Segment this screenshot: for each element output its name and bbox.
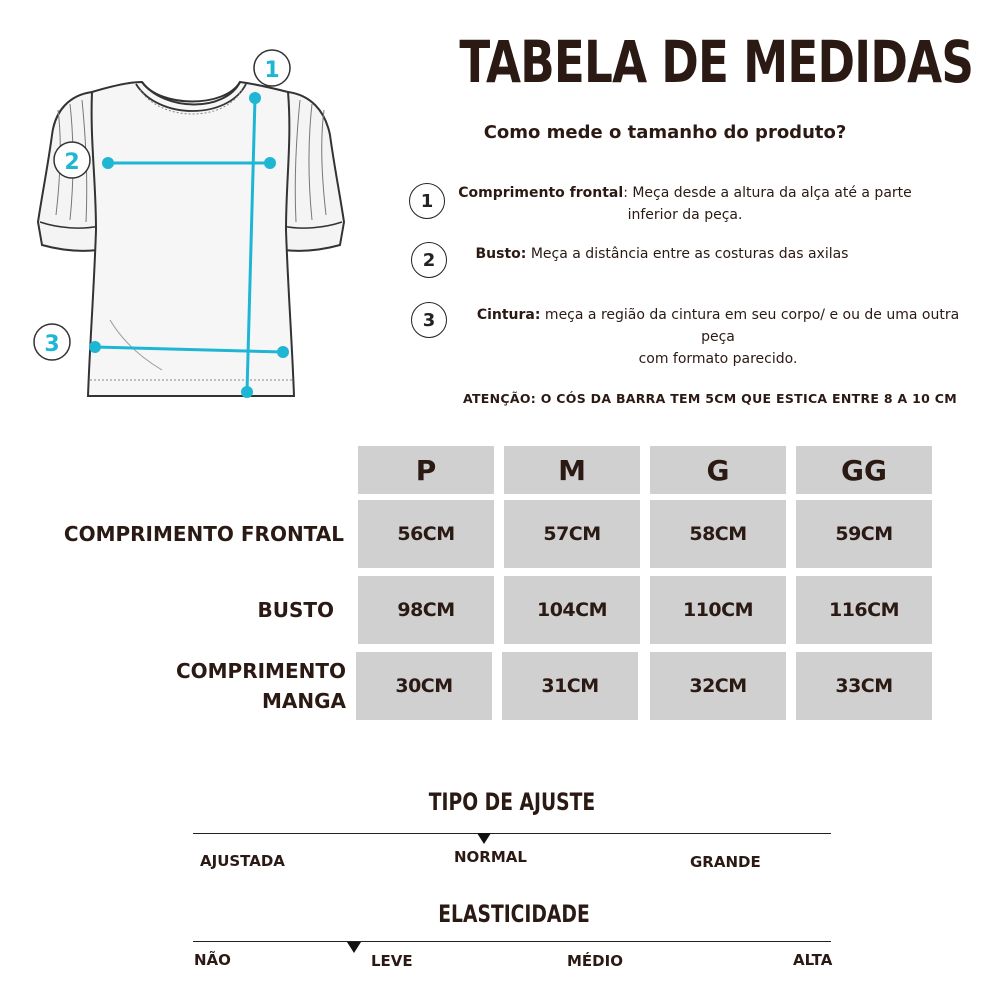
instruction-number-3: 3: [411, 302, 447, 338]
elasticity-option-medio: MÉDIO: [567, 952, 623, 970]
elasticity-scale-marker: [347, 942, 361, 953]
instruction-3: [458, 304, 978, 370]
row-label-comprimento-manga: [20, 656, 346, 716]
fit-scale-title: TIPO DE AJUSTE: [428, 788, 596, 816]
elasticity-option-nao: NÃO: [194, 951, 231, 969]
fit-option-grande: GRANDE: [690, 853, 761, 871]
instruction-3-label: Cintura:: [476, 307, 541, 323]
instruction-3-text-2: com formato parecido.: [638, 351, 798, 367]
value-cell: 116CM: [796, 576, 932, 644]
instruction-1-text-2: inferior da peça.: [627, 207, 743, 223]
value-cell: 98CM: [358, 576, 494, 644]
garment-diagram: [20, 40, 360, 420]
value-cell: 33CM: [796, 652, 932, 720]
page-subtitle: Como mede o tamanho do produto?: [483, 122, 847, 143]
elasticity-option-leve: LEVE: [371, 952, 413, 970]
elasticity-scale-line: [193, 941, 831, 942]
instruction-2-label: Busto:: [475, 246, 527, 262]
size-header-p: P: [358, 446, 494, 494]
instruction-number-1: 1: [409, 183, 445, 219]
instruction-number-2: 2: [411, 242, 447, 278]
size-header-g: G: [650, 446, 786, 494]
row-label-line2: MANGA: [261, 689, 346, 713]
svg-text:3: 3: [44, 332, 60, 357]
row-label-comprimento-frontal: COMPRIMENTO FRONTAL: [63, 522, 344, 546]
instruction-2: [462, 243, 862, 265]
value-cell: 57CM: [504, 500, 640, 568]
svg-text:2: 2: [64, 150, 80, 175]
fit-option-normal: NORMAL: [454, 848, 527, 866]
warning-note: ATENÇÃO: O CÓS DA BARRA TEM 5CM QUE ESTICA ENTRE 8 A 10 CM: [462, 391, 958, 406]
instruction-1-text: : Meça desde a altura da alça até a parte: [623, 185, 912, 201]
elasticity-option-alta: ALTA: [793, 951, 833, 969]
value-cell: 58CM: [650, 500, 786, 568]
value-cell: 30CM: [356, 652, 492, 720]
instruction-1-label: Comprimento frontal: [458, 185, 624, 201]
instruction-3-text: meça a região da cintura em seu corpo/ e ou de uma outra peça: [540, 307, 960, 345]
value-cell: 56CM: [358, 500, 494, 568]
value-cell: 32CM: [650, 652, 786, 720]
value-cell: 110CM: [650, 576, 786, 644]
value-cell: 59CM: [796, 500, 932, 568]
row-label-busto: BUSTO: [257, 598, 334, 622]
svg-text:1: 1: [264, 58, 280, 83]
value-cell: 31CM: [502, 652, 638, 720]
size-header-m: M: [504, 446, 640, 494]
elasticity-scale-title: ELASTICIDADE: [438, 900, 590, 928]
instruction-2-text: Meça a distância entre as costuras das axilas: [526, 246, 849, 262]
value-cell: 104CM: [504, 576, 640, 644]
marker-3: [34, 324, 70, 360]
marker-2: [54, 142, 90, 178]
page-title: TABELA DE MEDIDAS: [459, 28, 974, 96]
fit-option-ajustada: AJUSTADA: [200, 852, 285, 870]
instruction-1: [455, 182, 915, 226]
marker-1: [254, 50, 290, 86]
row-label-line1: COMPRIMENTO: [175, 659, 346, 683]
size-header-gg: GG: [796, 446, 932, 494]
fit-scale-line: [193, 833, 831, 834]
fit-scale-marker: [477, 833, 491, 844]
